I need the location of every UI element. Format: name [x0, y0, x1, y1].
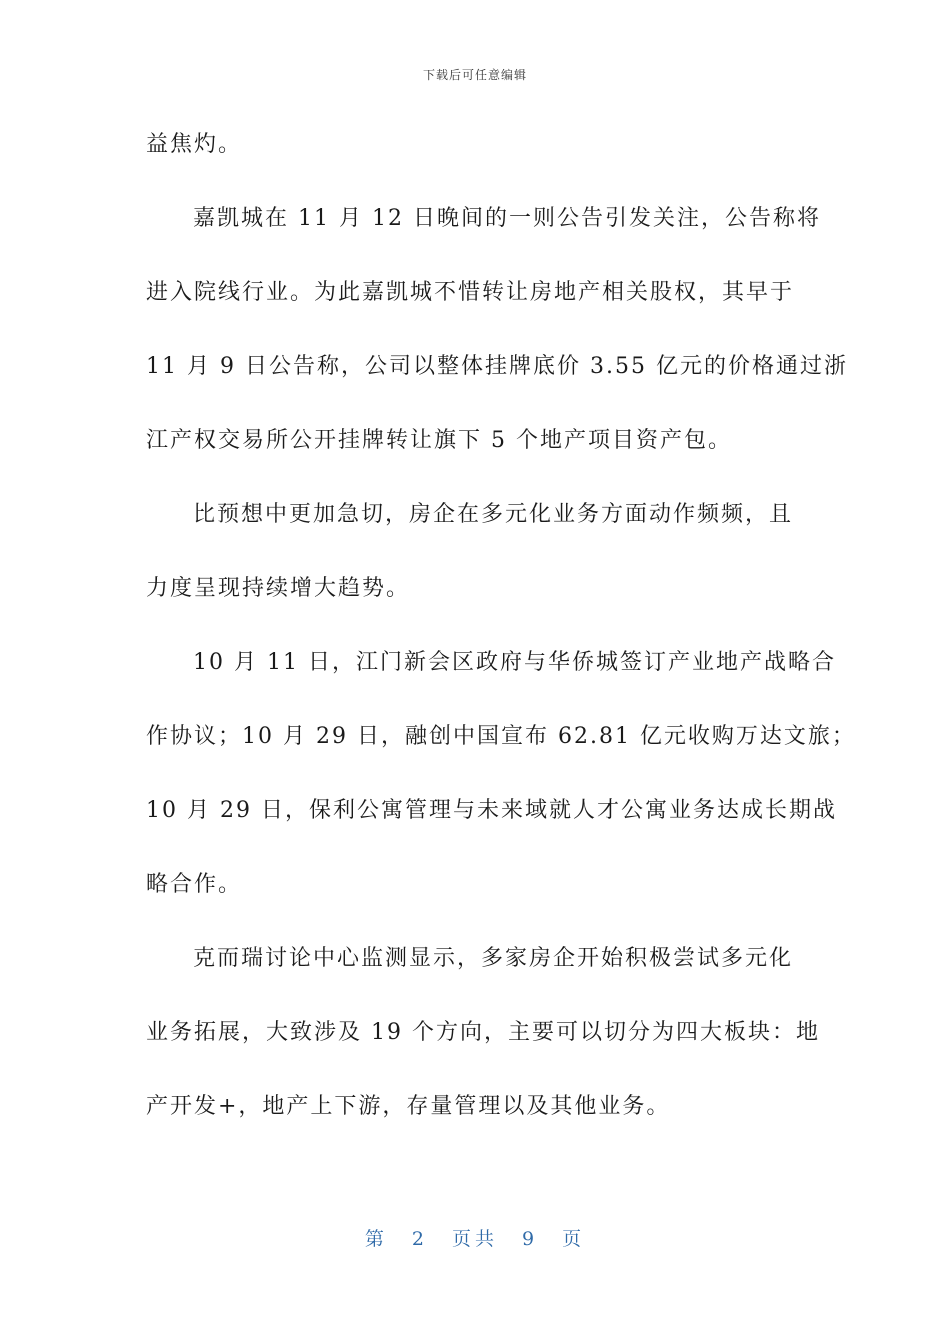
- page-number-footer: 第 2 页共 9 页: [364, 1228, 586, 1250]
- text-line: 11 月 9 日公告称，公司以整体挂牌底价 3.55 亿元的价格通过浙: [146, 354, 848, 379]
- text-line: 力度呈现持续增大趋势。: [146, 576, 411, 601]
- page-header: 下载后可任意编辑: [422, 68, 527, 82]
- paragraph-start-line: 10 月 11 日，江门新会区政府与华侨城签订产业地产战略合: [193, 650, 836, 675]
- document-body: [146, 120, 856, 1156]
- paragraph-start-line: 克而瑞讨论中心监测显示，多家房企开始积极尝试多元化: [193, 946, 794, 971]
- text-line: 益焦灼。: [146, 132, 243, 157]
- text-line: 产开发+，地产上下游，存量管理以及其他业务。: [146, 1094, 671, 1119]
- paragraph-start-line: 嘉凯城在 11 月 12 日晚间的一则公告引发关注，公告称将: [193, 206, 821, 231]
- text-line: 略合作。: [146, 872, 243, 897]
- paragraph-start-line: 比预想中更加急切，房企在多元化业务方面动作频频，且: [193, 502, 794, 527]
- text-line: 10 月 29 日，保利公寓管理与未来域就人才公寓业务达成长期战: [146, 798, 837, 823]
- text-line: 江产权交易所公开挂牌转让旗下 5 个地产项目资产包。: [146, 428, 732, 453]
- text-line: 进入院线行业。为此嘉凯城不惜转让房地产相关股权，其早于: [146, 280, 795, 305]
- text-line: 业务拓展，大致涉及 19 个方向，主要可以切分为四大板块：地: [146, 1020, 820, 1045]
- text-line: 作协议；10 月 29 日，融创中国宣布 62.81 亿元收购万达文旅；: [146, 724, 856, 749]
